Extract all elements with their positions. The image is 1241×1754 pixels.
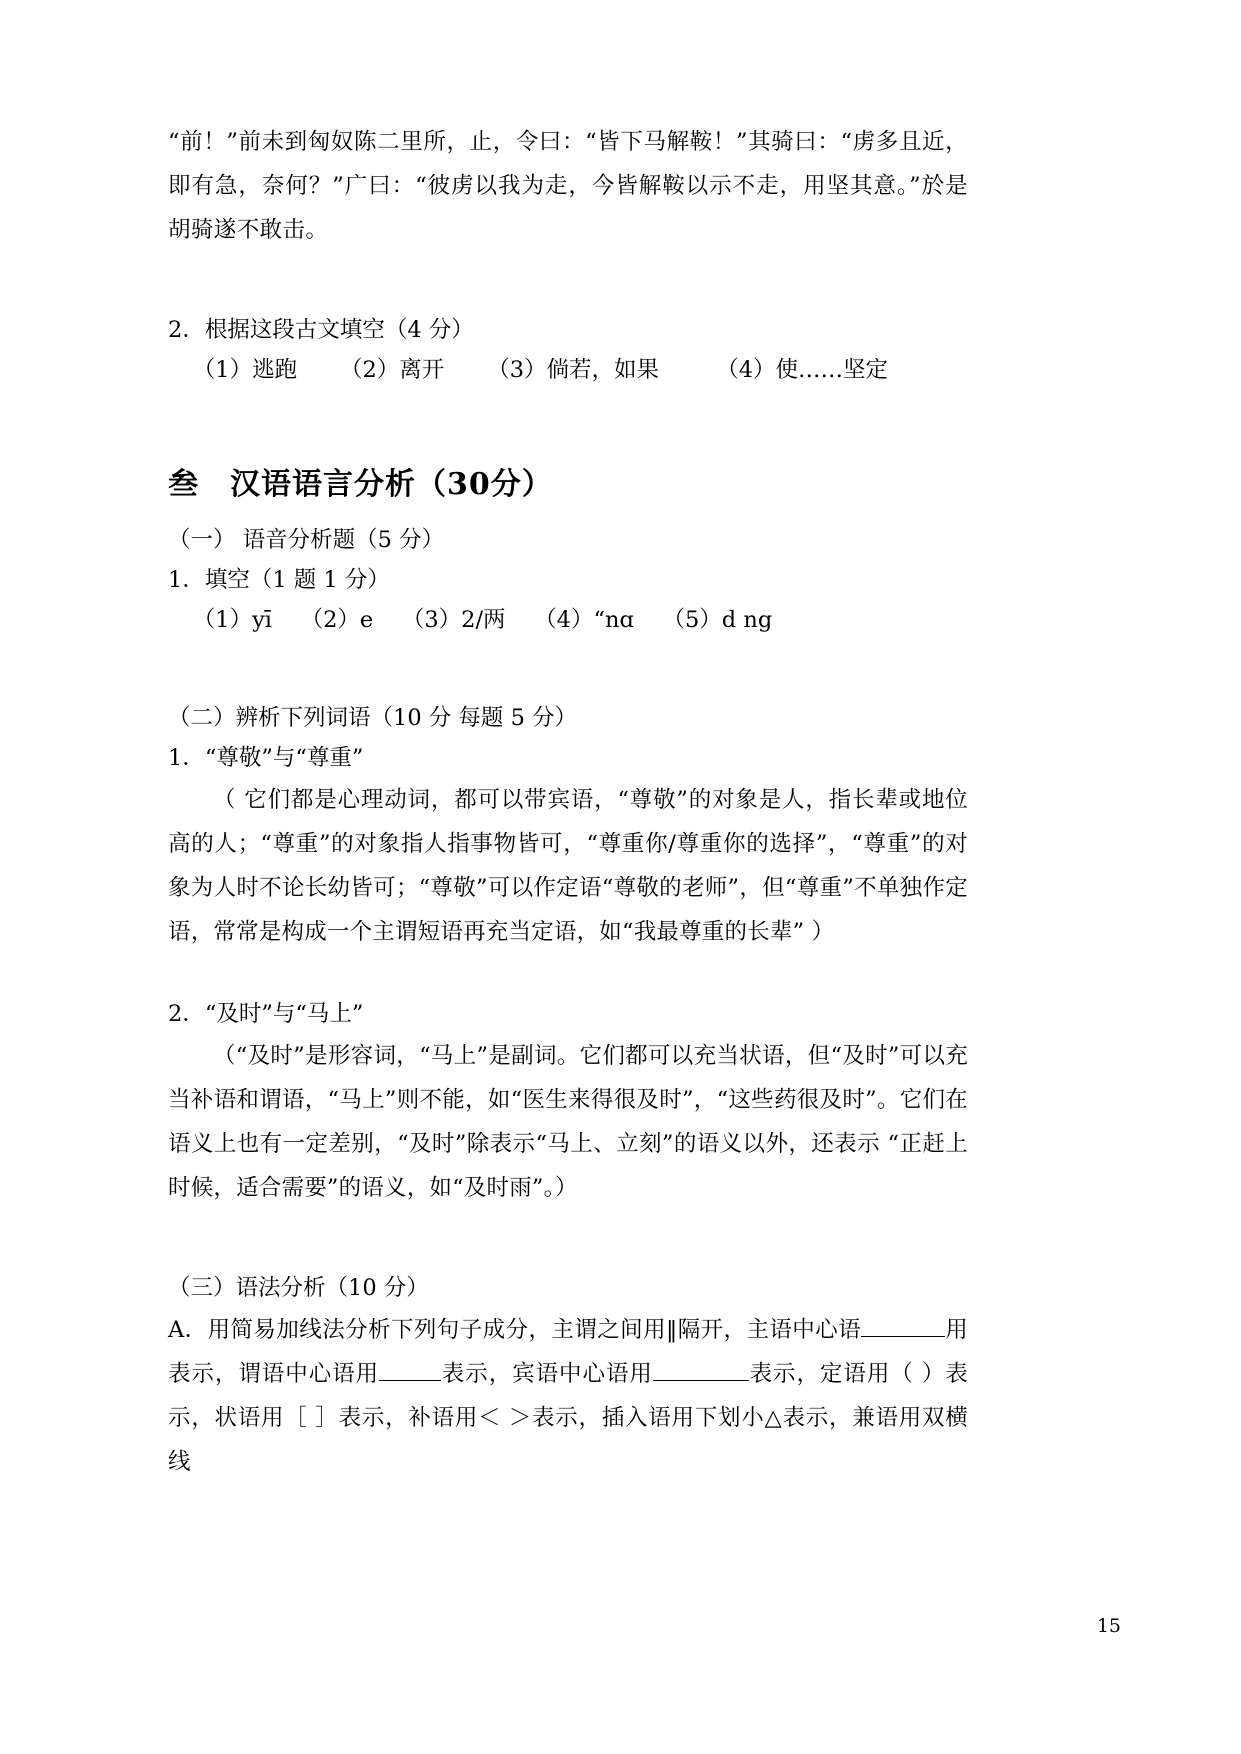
part-2-heading: （二）辨析下列词语（10 分 每题 5 分） xyxy=(168,705,578,731)
part-3-item-a-line1-tail: 用 xyxy=(945,1317,968,1343)
part-3-item-a-line3: 状语用［ ］表示，补语用＜ ＞表示，插入语用下划小△表示，兼语用双横线 xyxy=(168,1405,968,1475)
spacer xyxy=(168,640,968,698)
spacer xyxy=(168,252,968,310)
part-3-item-a-line2a: 表示，谓语中心语用 xyxy=(168,1361,380,1387)
blank-predicate-head xyxy=(379,1380,441,1381)
spacer xyxy=(168,1210,968,1268)
part-3-item-a xyxy=(168,1308,968,1484)
classical-passage: “前！”前未到匈奴陈二里所，止，令曰：“皆下马解鞍！”其骑曰：“虏多且近，即有急，奈何？”广曰：“彼虏以我为走，今皆解鞍以示不走，用坚其意。”於是胡骑遂不敢击。 xyxy=(168,129,968,243)
page-number: 15 xyxy=(1096,1615,1121,1637)
part-3-heading: （三）语法分析（10 分） xyxy=(168,1275,429,1301)
blank-object-head xyxy=(653,1380,749,1381)
part-1-heading: （一） 语音分析题（5 分） xyxy=(168,527,445,553)
section-3-heading: 叁 汉语语言分析（30分） xyxy=(168,467,553,502)
part-1-item-1-stem: 1．填空（1 题 1 分） xyxy=(168,567,390,593)
spacer xyxy=(168,508,968,520)
part-3-item-a-line1: A．用简易加线法分析下列句子成分，主谓之间用‖隔开，主语中心语 xyxy=(168,1317,862,1343)
blank-subject-head xyxy=(861,1336,945,1337)
spacer xyxy=(168,390,968,462)
page-content xyxy=(168,120,968,1484)
part-3-item-a-line2c: 表示，定语用（ ）表示， xyxy=(168,1361,968,1431)
spacer xyxy=(168,954,968,994)
part-2-item-2-stem: 2．“及时”与“马上” xyxy=(168,1001,364,1027)
part-1-item-1-answers: （1）yī （2）e （3）2/两 （4）“nɑ （5）d ng xyxy=(192,607,773,633)
part-2-item-2-answer: （“及时”是形容词，“马上”是副词。它们都可以充当状语，但“及时”可以充当补语和谓语，“马上”则不能，如“医生来得很及时”，“这些药很及时”。它们在语义上也有一定差别，“及时”除表示“马上、立刻”的语义以外，还表示 “正赶上时候，适合需要”的语义，如“及时雨”。） xyxy=(168,1043,968,1201)
part-3-item-a-line2b: 表示，宾语中心语用 xyxy=(441,1361,653,1387)
part-2-item-1-stem: 1．“尊敬”与“尊重” xyxy=(168,745,364,771)
question-2-stem: 2．根据这段古文填空（4 分） xyxy=(168,317,474,343)
part-2-item-1-answer: （ 它们都是心理动词，都可以带宾语，“尊敬”的对象是人，指长辈或地位高的人；“尊重”的对象指人指事物皆可，“尊重你/尊重你的选择”，“尊重”的对象为人时不论长幼皆可；“尊敬”可以作定语“尊敬的老师”，但“尊重”不单独作定语，常常是构成一个主谓短语再充当定语，如“我最尊重的长辈” ） xyxy=(168,787,968,945)
question-2-answers: （1）逃跑 （2）离开 （3）倘若，如果 （4）使……坚定 xyxy=(192,357,889,383)
